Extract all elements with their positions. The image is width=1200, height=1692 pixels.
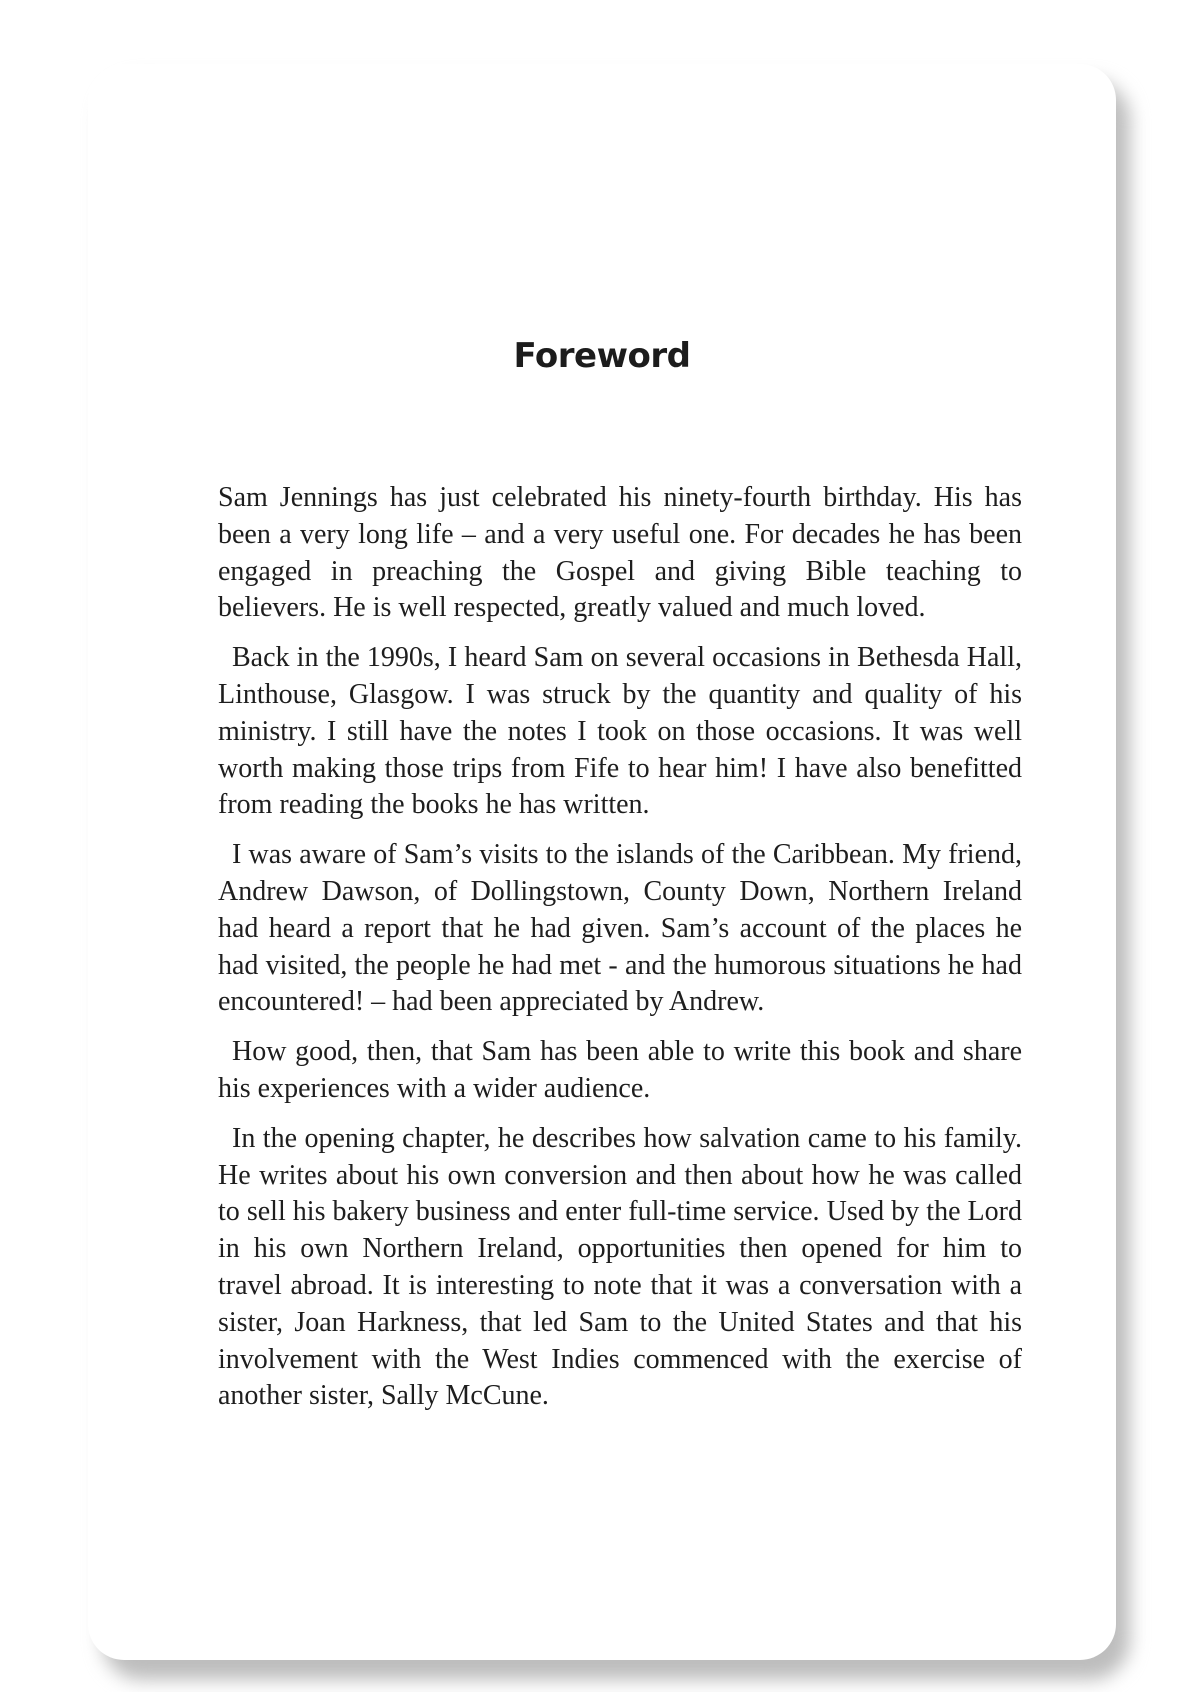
page-title: Foreword <box>513 336 691 376</box>
paragraph-1: Sam Jennings has just celebrated his ninety-fourth birthday. His has been a very long life – and a very useful one. For decades he has been engaged in preaching the Gospel and giving Bible teaching to believers. He is well respected, greatly valued and much loved. <box>218 482 1022 624</box>
paragraph-4: How good, then, that Sam has been able to write this book and share his experiences with a wider audience. <box>218 1036 1022 1104</box>
paragraph-5: In the opening chapter, he describes how salvation came to his family. He writes about his own conversion and then about how he was called to sell his bakery business and enter full-time service. Used by the Lord in his own Northern Ireland, opportunities then opened for him to travel abroad. It is interesting to note that it was a conversation with a sister, Joan Harkness, that led Sam to the United States and that his involvement with the West Indies commenced with the exercise of another sister, Sally McCune. <box>218 1122 1022 1412</box>
foreword-body <box>218 480 1022 1428</box>
paragraph-3: I was aware of Sam’s visits to the islands of the Caribbean. My friend, Andrew Dawson, of Dollingstown, County Down, Northern Ireland had heard a report that he had given. Sam’s account of the places he had visited, the people he had met - and the humorous situations he had encountered! – had been appreciated by Andrew. <box>218 839 1022 1018</box>
paragraph-2: Back in the 1990s, I heard Sam on several occasions in Bethesda Hall, Linthouse, Glasgow. I was struck by the quantity and quality of his ministry. I still have the notes I took on those occasions. It was well worth making those trips from Fife to hear him! I have also benefitted from reading the books he has written. <box>218 642 1022 821</box>
book-page <box>88 64 1116 1660</box>
